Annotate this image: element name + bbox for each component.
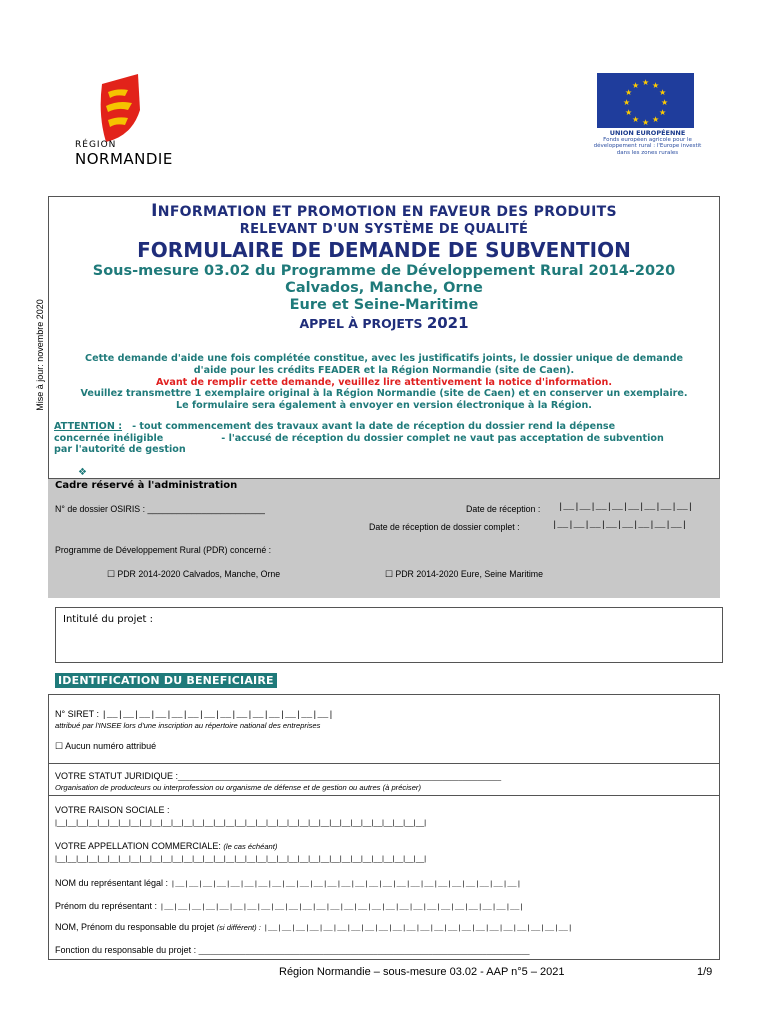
nom-field[interactable]: |__|__|__|__|__|__|__|__|__|__|__|__|__|__|__|__|__|__|__|__|__|__|__|__|__| (170, 881, 522, 889)
admin-reserved-box (48, 478, 720, 598)
attention-line2a: concernée inéligible (54, 432, 164, 444)
intro-line2: d'aide pour les crédits FEADER et la Région Normandie (site de Caen). (193, 364, 575, 376)
responsable-field[interactable]: |__|__|__|__|__|__|__|__|__|__|__|__|__|__|__|__|__|__|__|__|__|__| (263, 925, 573, 933)
section-identification-title: IDENTIFICATION DU BENEFICIAIRE (55, 673, 277, 688)
divider (48, 763, 720, 764)
statut-note: Organisation de producteurs ou interprofession ou organisme de défense et de gestion ou autres (à préciser) (55, 783, 421, 792)
appellation-label: VOTRE APPELLATION COMMERCIALE: (55, 841, 221, 851)
appellation-note: (le cas échéant) (223, 842, 278, 851)
statut-row (55, 771, 501, 781)
pdr-label: Programme de Développement Rural (PDR) concerné : (55, 545, 272, 555)
projet-title-box[interactable] (55, 607, 723, 663)
eu-fund-text: Fonds européen agricole pour le développement rural : l'Europe investit dans les zones rurales (593, 136, 702, 156)
footer-text: Région Normandie – sous-mesure 03.02 - AAP n°5 – 2021 (279, 966, 565, 978)
eu-caption (590, 130, 705, 156)
svg-text:★: ★ (632, 81, 640, 90)
svg-text:★: ★ (659, 108, 667, 117)
nom-label: NOM du représentant légal : (55, 878, 169, 888)
form-title: FORMULAIRE DE DEMANDE DE SUBVENTION (137, 238, 631, 262)
intro-text (48, 353, 720, 412)
responsable-row (55, 922, 573, 933)
update-date-note: Mise à jour: novembre 2020 (35, 299, 45, 411)
pdr-option-eure[interactable]: ☐ PDR 2014-2020 Eure, Seine Maritime (385, 569, 543, 579)
attention-block (54, 421, 714, 456)
departments-line1: Calvados, Manche, Orne (285, 280, 483, 296)
osiris-field[interactable]: N° de dossier OSIRIS : ________________________ (55, 504, 265, 514)
siret-note: attribué par l'INSEE lors d'une inscription au répertoire national des entreprises (55, 721, 321, 730)
siret-row (55, 709, 334, 720)
admin-title: Cadre réservé à l'administration (55, 480, 238, 491)
eu-flag-icon (597, 73, 694, 128)
appel-year: 2021 (426, 314, 469, 332)
prenom-label: Prénom du représentant : (55, 901, 158, 911)
eu-logo (597, 73, 697, 175)
svg-text:★: ★ (652, 115, 660, 124)
projet-title-label: Intitulé du projet : (63, 614, 153, 625)
svg-text:★: ★ (625, 88, 633, 97)
attention-line3: par l'autorité de gestion (54, 444, 186, 455)
svg-text:★: ★ (661, 98, 669, 107)
prenom-row (55, 901, 524, 912)
title-line2: RELEVANT D'UN SYSTÈME DE QUALITÉ (239, 222, 529, 237)
date-reception-label: Date de réception : (466, 504, 541, 514)
appellation-row (55, 841, 277, 851)
statut-label: VOTRE STATUT JURIDIQUE : (55, 771, 179, 781)
departments-line2: Eure et Seine-Maritime (289, 297, 479, 313)
nom-row (55, 878, 521, 889)
divider (48, 795, 720, 796)
svg-text:★: ★ (642, 78, 650, 87)
siret-field[interactable]: |__|__|__|__|__|__|__|__|__|__|__|__|__|__| (101, 710, 334, 720)
svg-text:★: ★ (632, 115, 640, 124)
no-number-checkbox[interactable]: ☐ Aucun numéro attribué (55, 741, 157, 751)
intro-warning: Avant de remplir cette demande, veuillez lire attentivement la notice d'information. (156, 376, 612, 388)
attention-line2b: - l'accusé de réception du dossier complet ne vaut pas acceptation de subvention (221, 432, 664, 444)
attention-line1: - tout commencement des travaux avant la date de réception du dossier rend la dépense (132, 421, 616, 432)
svg-text:★: ★ (642, 118, 650, 127)
svg-text:★: ★ (659, 88, 667, 97)
fonction-row (55, 945, 530, 955)
submesure-line: Sous-mesure 03.02 du Programme de Développement Rural 2014-2020 (92, 263, 676, 279)
appel-label: APPEL À PROJETS (299, 316, 423, 331)
title-line1 (48, 201, 720, 221)
responsable-label: NOM, Prénom du responsable du projet (55, 922, 215, 932)
prenom-field[interactable]: |__|__|__|__|__|__|__|__|__|__|__|__|__|__|__|__|__|__|__|__|__|__|__|__|__|__| (159, 904, 525, 912)
fonction-field[interactable]: _____________________________________________________________________________________ (198, 948, 530, 955)
svg-text:★: ★ (625, 108, 633, 117)
siret-label: N° SIRET : (55, 709, 99, 719)
intro-line1: Cette demande d'aide une fois complétée constitue, avec les justificatifs joints, le dossier unique de demande (85, 353, 683, 364)
appel-projets (48, 314, 720, 332)
diamond-bullet-icon: ❖ (78, 467, 87, 478)
region-label: RÉGION (75, 140, 117, 150)
date-complet-label: Date de réception de dossier complet : (369, 522, 520, 532)
statut-field[interactable]: ___________________________________________________________________________________ (178, 774, 502, 781)
title-initial: I (151, 201, 158, 221)
page-number: 1/9 (697, 966, 713, 978)
eu-title: UNION EUROPÉENNE (609, 129, 686, 137)
responsable-note: (si différent) : (216, 923, 261, 932)
intro-line5: Le formulaire sera également à envoyer en version électronique à la Région. (176, 400, 592, 412)
svg-text:★: ★ (652, 81, 660, 90)
submesure-block (48, 263, 720, 314)
appellation-field[interactable]: |__|__|__|__|__|__|__|__|__|__|__|__|__|__|__|__|__|__|__|__|__|__|__|__|__|__|__|__|__|__|__|__|__|__|__| (55, 854, 427, 863)
intro-line4: Veuillez transmettre 1 exemplaire original à la Région Normandie (site de Caen) et en conserver un exemplaire. (80, 388, 688, 400)
pdr-option-calvados[interactable]: ☐ PDR 2014-2020 Calvados, Manche, Orne (107, 569, 281, 579)
title-line1-text: NFORMATION ET PROMOTION EN FAVEUR DES PRODUITS (157, 204, 617, 220)
identification-box (48, 694, 720, 960)
raison-label: VOTRE RAISON SOCIALE : (55, 805, 170, 815)
date-reception-field[interactable]: |__|__|__|__|__|__|__|__| (558, 502, 694, 512)
normandie-label: NORMANDIE (75, 150, 173, 168)
raison-field[interactable]: |__|__|__|__|__|__|__|__|__|__|__|__|__|__|__|__|__|__|__|__|__|__|__|__|__|__|__|__|__|__|__|__|__|__|__| (55, 818, 427, 827)
attention-label: ATTENTION : (54, 421, 123, 432)
svg-text:★: ★ (623, 98, 631, 107)
fonction-label: Fonction du responsable du projet : (55, 945, 197, 955)
date-complet-field[interactable]: |__|__|__|__|__|__|__|__| (552, 520, 688, 530)
